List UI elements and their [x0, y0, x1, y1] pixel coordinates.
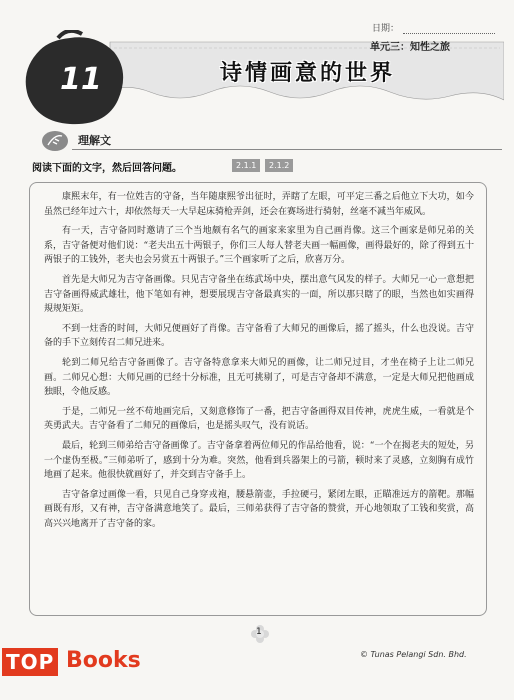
paragraph: 于是，二师兄一丝不苟地画完后，又刻意修饰了一番，把吉守备画得双目传神，虎虎生威，一看就是个英勇武夫。吉守备看了二师兄的画像后，也是摇头叹气，没有说话。	[44, 406, 474, 432]
skill-tag: 2.1.1	[232, 159, 260, 172]
paragraph: 轮到二师兄给吉守备画像了。吉守备特意拿来大师兄的画像，让二师兄过目，才坐在椅子上让二师兄画。二师兄心想：大师兄画的已经十分标准，且无可挑剔了，可是吉守备却不满意，一定是大师兄把他画成独眼，令他反感。	[44, 357, 474, 398]
paragraph: 吉守备拿过画像一看，只见自己身穿戎袍，腰悬箭壶，手拉硬弓，紧闭左眼，正瞄准远方的箭靶。那幅画既有形，又有神，吉守备满意地笑了。最后，三师弟获得了吉守备的赞赏，开心地领取了工钱和奖赏，高高兴兴地离开了吉守备的家。	[44, 489, 474, 529]
page-title: 诗情画意的世界	[220, 61, 396, 86]
section-title: 理解文	[78, 134, 111, 147]
leaf-icon	[41, 130, 69, 152]
paragraph: 有一天，吉守备同时邀请了三个当地颇有名气的画家来家里为自己画肖像。这三个画家是师兄弟的关系，吉守备便对他们说：“老夫出五十两银子，你们三人每人替老夫画一幅画像，画得最好的，除了得到五十两银子的工钱外，老夫也会另赏五十两银子。”三个画家听了之后，欣喜万分。	[44, 226, 474, 266]
skill-tag: 2.1.2	[265, 159, 293, 172]
chapter-number: 11	[60, 62, 102, 97]
section-divider	[72, 149, 502, 150]
paragraph: 康熙末年，有一位姓吉的守备，当年随康熙爷出征时，弄瞎了左眼，可平定三番之后他立下大功，如今虽然已经年过六十，却依然每天一大早起床骑枪弄剑，还会在赛场进行骑射，丝毫不减当年威风。	[44, 192, 474, 217]
page-number: 1	[256, 627, 262, 637]
logo-top: TOP	[2, 648, 58, 676]
logo-books: Books	[66, 648, 141, 673]
instruction-text: 阅读下面的文字，然后回答问题。	[32, 163, 182, 174]
paragraph: 不到一炷香的时间，大师兄便画好了肖像。吉守备看了大师兄的画像后，摇了摇头，什么也没说。吉守备的手下立刻传召二师兄进来。	[44, 323, 474, 349]
paragraph: 首先是大师兄为吉守备画像。只见吉守备坐在练武场中央，摆出意气风发的样子。大师兄一心一意想把吉守备画得威武雄壮，他下笔如有神，想要展现吉守备最真实的一面，所以那只瞎了的眼，当然也如实画得規规矩矩。	[44, 274, 474, 315]
passage-text	[44, 190, 474, 536]
paragraph: 最后，轮到三师弟给吉守备画像了。吉守备拿着两位师兄的作品给他看，说：“一个在揭老夫的短处，另一个虚伪至极。”三师弟听了，感到十分为难。突然，他看到兵器架上的弓箭，顿时来了灵感，立刻胸有成竹地画了起来。他很快就画好了，并交到吉守备手上。	[44, 440, 474, 481]
copyright-text: © Tunas Pelangi Sdn. Bhd.	[360, 650, 467, 659]
date-label: 日期：	[372, 24, 400, 34]
unit-label: 单元三：知性之旅	[370, 42, 450, 53]
